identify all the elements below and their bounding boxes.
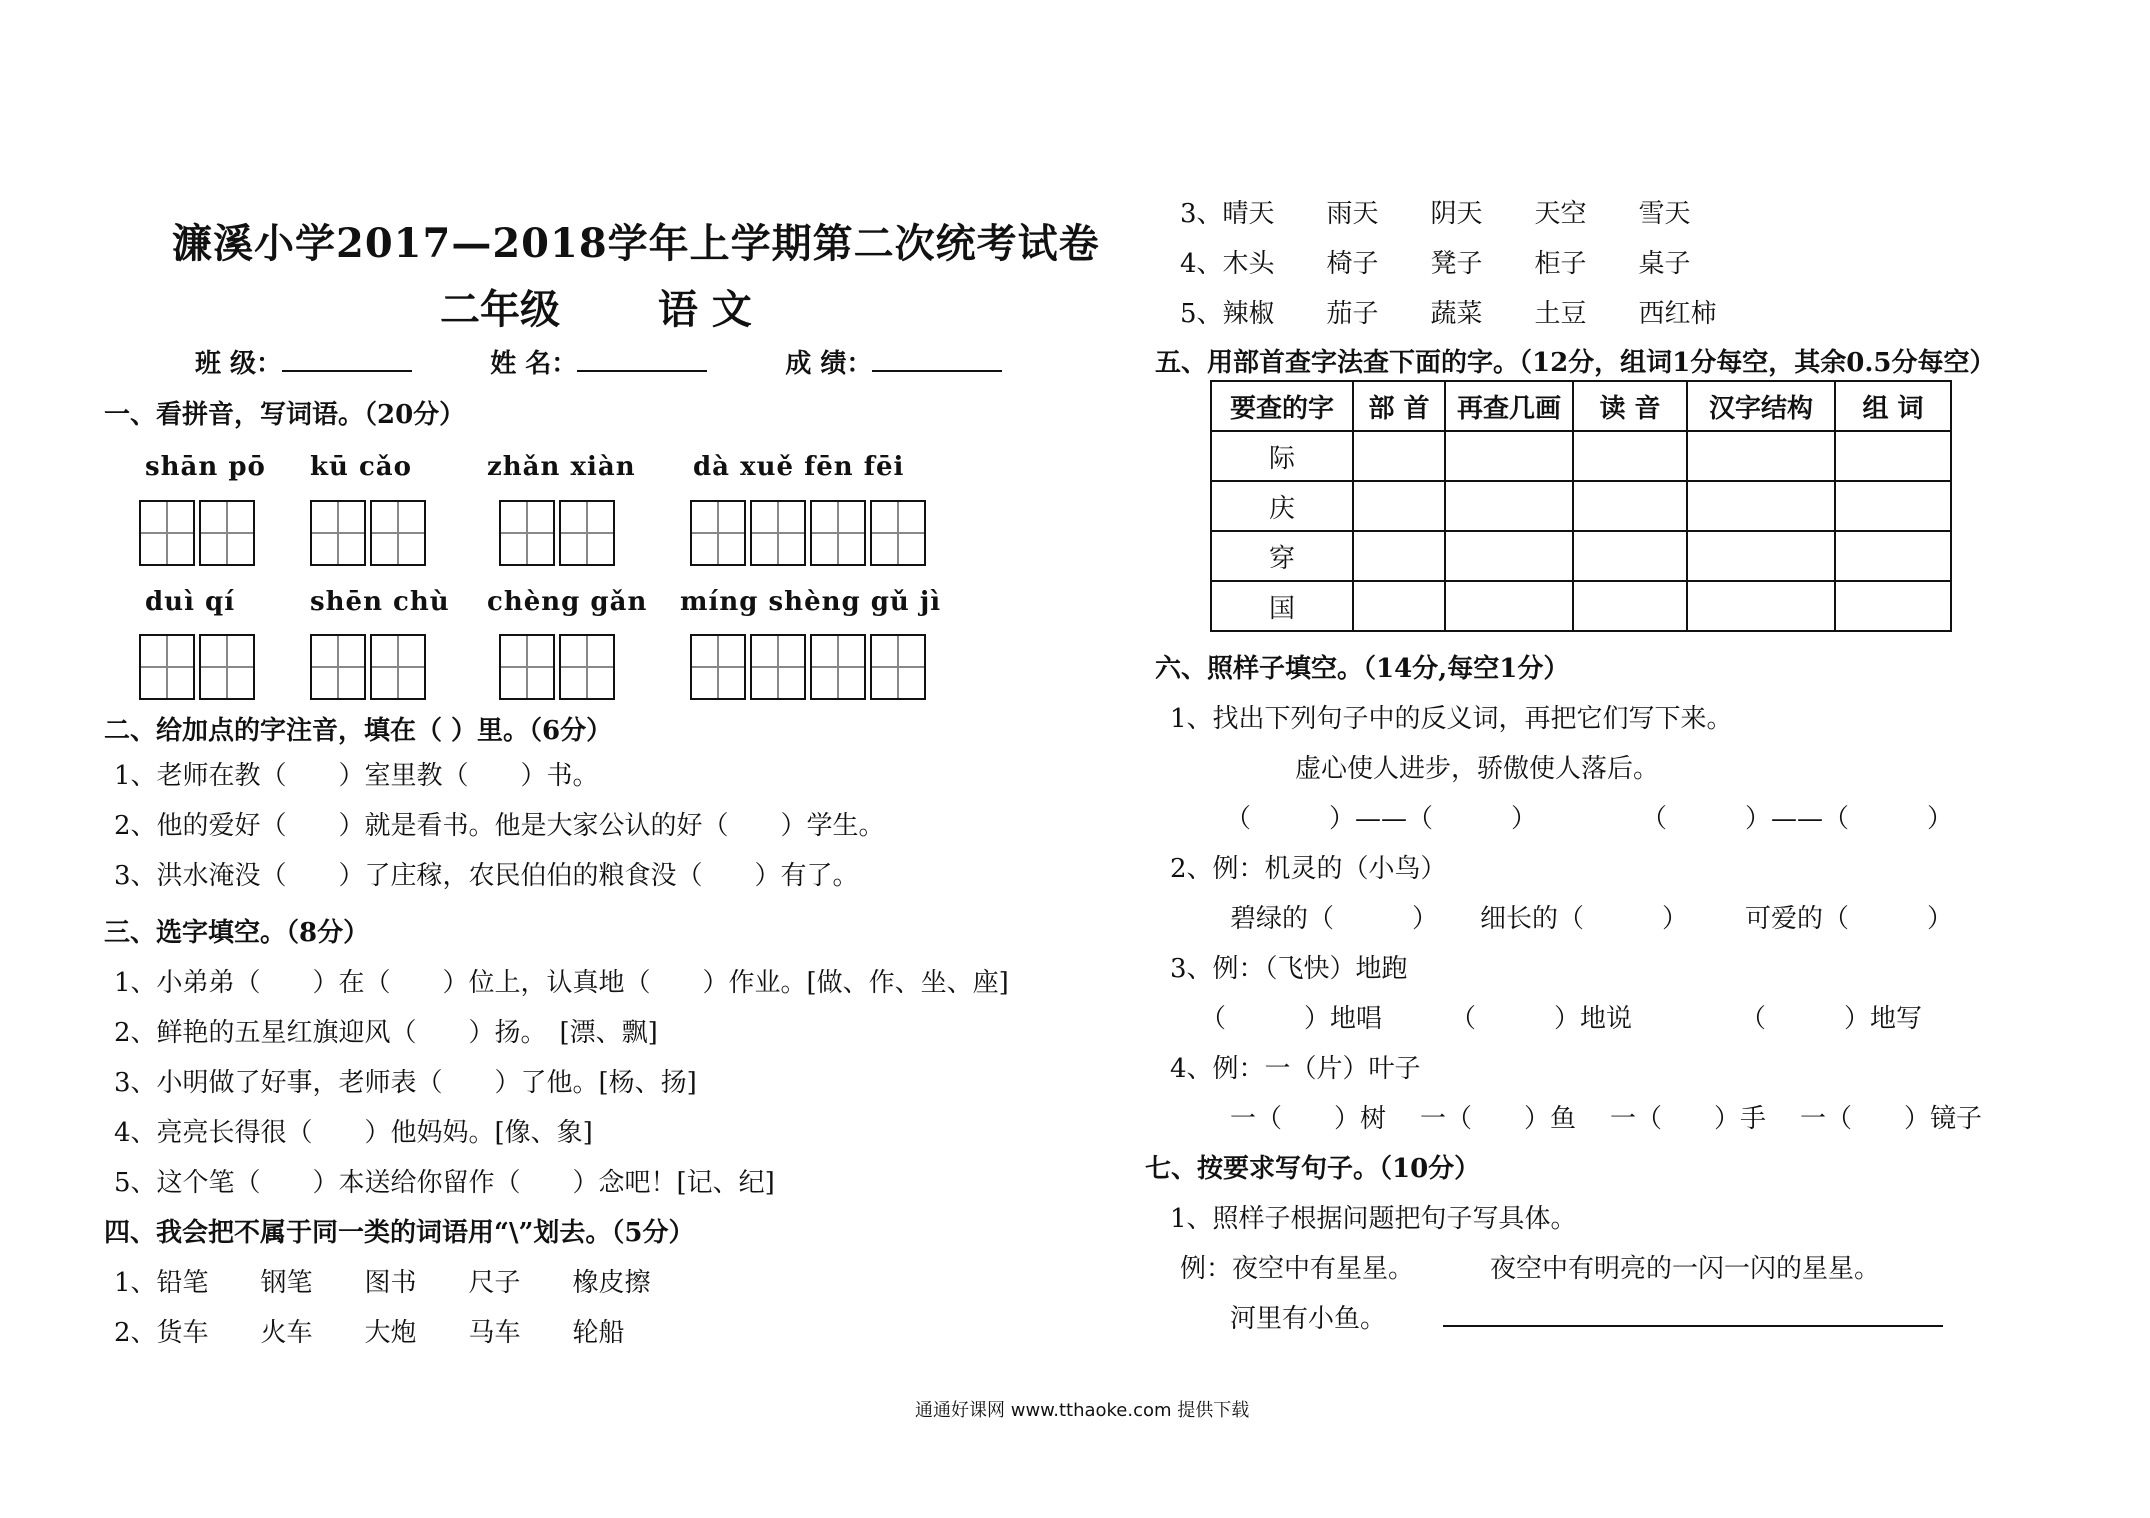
answer-cell[interactable]: [1445, 581, 1573, 631]
writing-grid-6[interactable]: [310, 634, 430, 700]
row-character: 庆: [1211, 481, 1353, 531]
s6-q1: 1、找出下列句子中的反义词，再把它们写下来。: [1170, 704, 1733, 734]
col-radical: 部 首: [1353, 381, 1445, 431]
writing-grid-3[interactable]: [499, 500, 619, 566]
writing-grid-8[interactable]: [690, 634, 930, 700]
answer-cell[interactable]: [1445, 431, 1573, 481]
s6-q3-blank-3: （ ）地写: [1740, 1004, 1923, 1034]
answer-cell[interactable]: [1353, 481, 1445, 531]
s6-q4: 4、例：一（片）叶子: [1170, 1054, 1421, 1084]
answer-cell[interactable]: [1687, 531, 1835, 581]
s7-prompt: [1230, 1298, 1943, 1335]
s6-q2: 2、例：机灵的（小鸟）: [1170, 854, 1447, 884]
radical-lookup-table: [1210, 380, 1952, 632]
row-character: 国: [1211, 581, 1353, 631]
s7-answer-line[interactable]: [1443, 1305, 1943, 1327]
answer-cell[interactable]: [1353, 531, 1445, 581]
col-strokes: 再查几画: [1445, 381, 1573, 431]
answer-cell[interactable]: [1835, 531, 1951, 581]
table-row: [1211, 581, 1951, 631]
s3-item-5: 5、这个笔（ ）本送给你留作（ ）念吧！[记、纪]: [114, 1168, 775, 1198]
s3-item-3: 3、小明做了好事，老师表（ ）了他。[杨、扬]: [114, 1068, 697, 1098]
s6-q2-blank-1: 碧绿的（ ）: [1230, 904, 1439, 934]
s2-item-3: 3、洪水淹没（ ）了庄稼，农民伯伯的粮食没（ ）有了。: [114, 861, 859, 891]
s7-example-a: 例：夜空中有星星。: [1180, 1254, 1415, 1284]
writing-grid-7[interactable]: [499, 634, 619, 700]
writing-grid-4[interactable]: [690, 500, 930, 566]
answer-cell[interactable]: [1445, 531, 1573, 581]
s2-item-2: 2、他的爱好（ ）就是看书。他是大家公认的好（ ）学生。: [114, 811, 885, 841]
s6-q4-blank-4: 一（ ）镜子: [1800, 1104, 1983, 1134]
s6-q2-blank-3: 可爱的（ ）: [1745, 904, 1954, 934]
class-field[interactable]: [282, 346, 412, 372]
section-5-heading: 五、用部首查字法查下面的字。（12分，组词1分每空，其余0.5分每空）: [1155, 348, 1996, 378]
writing-grid-5[interactable]: [139, 634, 259, 700]
s4-item-4: 4、木头 椅子 凳子 柜子 桌子: [1180, 249, 1691, 279]
s7-prompt-text: 河里有小鱼。: [1230, 1304, 1387, 1334]
s6-q4-blank-1: 一（ ）树: [1230, 1104, 1387, 1134]
section-1-heading: 一、看拼音，写词语。（20分）: [104, 400, 466, 430]
answer-cell[interactable]: [1353, 431, 1445, 481]
writing-grid-2[interactable]: [310, 500, 430, 566]
col-reading: 读 音: [1573, 381, 1687, 431]
s6-q1-blanks: （ ）——（ ） （ ）——（ ）: [1225, 804, 1954, 834]
s7-example-b: 夜空中有明亮的一闪一闪的星星。: [1490, 1254, 1881, 1284]
row-character: 际: [1211, 431, 1353, 481]
exam-title: 濂溪小学2017—2018学年上学期第二次统考试卷: [172, 220, 1100, 267]
row-character: 穿: [1211, 531, 1353, 581]
s6-q3: 3、例：（飞快）地跑: [1170, 954, 1408, 984]
s6-q3-blank-2: （ ）地说: [1450, 1004, 1633, 1034]
section-2-heading: 二、给加点的字注音，填在（ ）里。（6分）: [104, 716, 613, 746]
table-row: [1211, 431, 1951, 481]
answer-cell[interactable]: [1835, 431, 1951, 481]
s6-q1-sentence: 虚心使人进步，骄傲使人落后。: [1295, 754, 1660, 784]
pinyin-6: shēn chù: [310, 587, 450, 617]
s2-item-1: 1、老师在教（ ）室里教（ ）书。: [114, 761, 599, 791]
answer-cell[interactable]: [1835, 581, 1951, 631]
score-label: 成 绩：: [785, 349, 873, 379]
s4-item-3: 3、晴天 雨天 阴天 天空 雪天: [1180, 199, 1691, 229]
answer-cell[interactable]: [1573, 531, 1687, 581]
s7-q1: 1、照样子根据问题把句子写具体。: [1170, 1204, 1577, 1234]
download-footer: 通通好课网 www.tthaoke.com 提供下载: [915, 1400, 1250, 1421]
s6-q4-blank-3: 一（ ）手: [1610, 1104, 1767, 1134]
answer-cell[interactable]: [1835, 481, 1951, 531]
grade-label: 二年级: [440, 286, 560, 333]
section-6-heading: 六、照样子填空。（14分,每空1分）: [1155, 654, 1570, 684]
class-label: 班 级：: [195, 349, 283, 379]
section-4-heading: 四、我会把不属于同一类的词语用“\”划去。（5分）: [104, 1218, 695, 1248]
pinyin-4: dà xuě fēn fēi: [693, 452, 905, 482]
answer-cell[interactable]: [1687, 581, 1835, 631]
table-row: [1211, 481, 1951, 531]
s6-q4-blank-2: 一（ ）鱼: [1420, 1104, 1577, 1134]
student-info-row: [195, 343, 1002, 380]
col-character: 要查的字: [1211, 381, 1353, 431]
s4-item-5: 5、辣椒 茄子 蔬菜 土豆 西红柿: [1180, 299, 1717, 329]
s4-item-1: 1、铅笔 钢笔 图书 尺子 橡皮擦: [114, 1268, 651, 1298]
writing-grid-1[interactable]: [139, 500, 259, 566]
exam-subtitle: [440, 278, 752, 335]
section-7-heading: 七、按要求写句子。（10分）: [1145, 1154, 1481, 1184]
answer-cell[interactable]: [1573, 431, 1687, 481]
s3-item-1: 1、小弟弟（ ）在（ ）位上，认真地（ ）作业。[做、作、坐、座]: [114, 968, 1009, 998]
pinyin-1: shān pō: [145, 452, 266, 482]
score-field[interactable]: [872, 346, 1002, 372]
answer-cell[interactable]: [1687, 481, 1835, 531]
col-words: 组 词: [1835, 381, 1951, 431]
s4-item-2: 2、货车 火车 大炮 马车 轮船: [114, 1318, 625, 1348]
answer-cell[interactable]: [1573, 581, 1687, 631]
name-label: 姓 名：: [490, 349, 578, 379]
subject-label: 语 文: [657, 286, 752, 333]
pinyin-8: míng shèng gǔ jì: [680, 587, 942, 617]
pinyin-3: zhǎn xiàn: [487, 452, 636, 482]
col-structure: 汉字结构: [1687, 381, 1835, 431]
answer-cell[interactable]: [1687, 431, 1835, 481]
table-header-row: [1211, 381, 1951, 431]
s6-q3-blank-1: （ ）地唱: [1200, 1004, 1383, 1034]
s6-q2-blank-2: 细长的（ ）: [1480, 904, 1689, 934]
answer-cell[interactable]: [1353, 581, 1445, 631]
pinyin-5: duì qí: [145, 587, 236, 617]
pinyin-2: kū cǎo: [310, 452, 412, 482]
answer-cell[interactable]: [1445, 481, 1573, 531]
name-field[interactable]: [577, 346, 707, 372]
answer-cell[interactable]: [1573, 481, 1687, 531]
section-3-heading: 三、选字填空。（8分）: [104, 918, 370, 948]
s3-item-2: 2、鲜艳的五星红旗迎风（ ）扬。 [漂、飘]: [114, 1018, 658, 1048]
table-row: [1211, 531, 1951, 581]
s3-item-4: 4、亮亮长得很（ ）他妈妈。[像、象]: [114, 1118, 593, 1148]
pinyin-7: chèng gǎn: [487, 587, 648, 617]
